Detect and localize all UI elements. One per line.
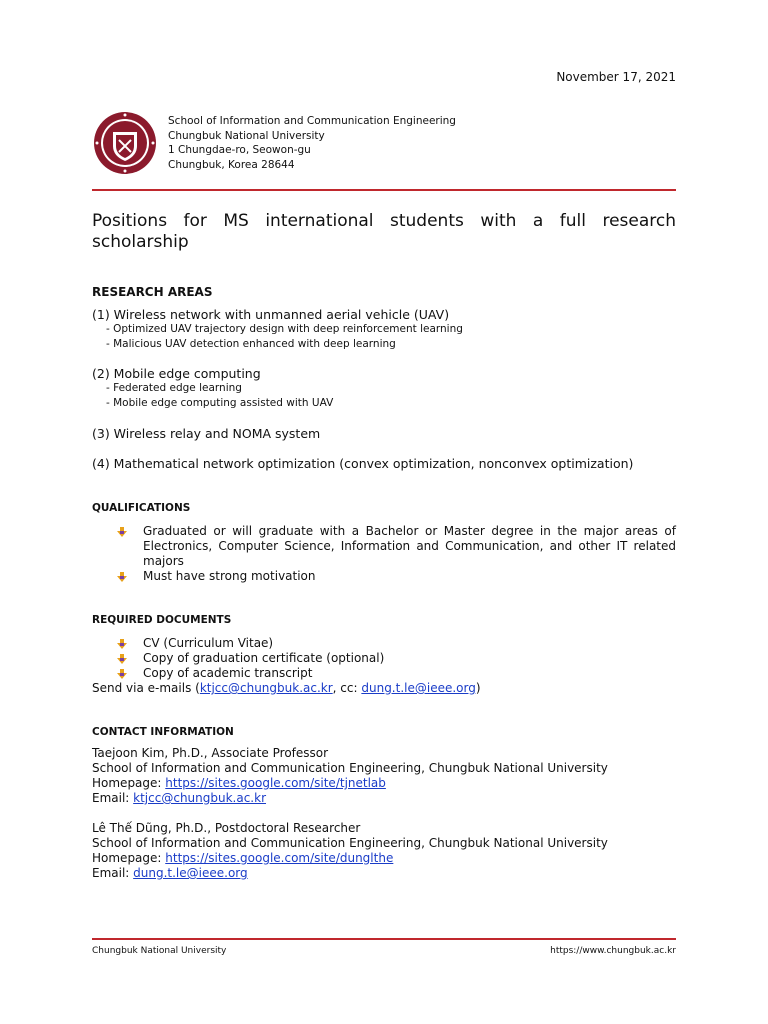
send-instructions: [92, 681, 481, 696]
homepage-link[interactable]: https://sites.google.com/site/tjnetlab: [165, 776, 386, 790]
sender-address: [168, 114, 456, 172]
research-area-item: (1) Wireless network with unmanned aerial vehicle (UAV): [92, 307, 450, 322]
contact-email: [92, 791, 608, 806]
list-item: [92, 636, 676, 651]
arrow-bullet-icon: [116, 668, 128, 680]
research-subitem: - Federated edge learning: [106, 382, 242, 394]
document-item-text: Copy of graduation certificate (optional): [143, 651, 385, 665]
arrow-bullet-icon: [116, 526, 128, 538]
send-prefix: Send via e-mails (: [92, 681, 200, 695]
address-line: 1 Chungdae-ro, Seowon-gu: [168, 144, 311, 156]
document-item-text: CV (Curriculum Vitae): [143, 636, 274, 650]
email-link-dung[interactable]: dung.t.le@ieee.org: [361, 681, 476, 695]
qualification-text: Must have strong motivation: [143, 569, 316, 583]
list-item: [92, 524, 676, 569]
address-line: Chungbuk National University: [168, 129, 325, 142]
research-areas-heading: RESEARCH AREAS: [92, 285, 213, 299]
qualifications-list: [92, 524, 676, 584]
address-line: Chungbuk, Korea 28644: [168, 158, 295, 171]
send-suffix: ): [475, 681, 481, 695]
email-link[interactable]: ktjcc@chungbuk.ac.kr: [133, 791, 267, 805]
contact-affiliation: School of Information and Communication Engineering, Chungbuk National University: [92, 836, 608, 850]
list-item: [92, 651, 676, 666]
footer-divider: [92, 938, 676, 940]
contact-name: Lê Thế Dũng, Ph.D., Postdoctoral Researcher: [92, 821, 361, 835]
footer-university: Chungbuk National University: [92, 946, 227, 956]
research-area-item: (4) Mathematical network optimization (convex optimization, nonconvex optimization): [92, 456, 634, 471]
contact-homepage: [92, 851, 608, 866]
contact-email: [92, 866, 608, 881]
address-line: School of Information and Communication Engineering: [168, 115, 456, 127]
research-subitem: - Mobile edge computing assisted with UAV: [106, 397, 334, 409]
send-mid: , cc:: [332, 681, 362, 695]
email-link[interactable]: dung.t.le@ieee.org: [133, 866, 248, 880]
contact-block-kim: [92, 746, 608, 806]
email-label: Email:: [92, 866, 134, 880]
documents-list: [92, 636, 676, 681]
email-label: Email:: [92, 791, 134, 805]
research-subitem: - Optimized UAV trajectory design with deep reinforcement learning: [106, 323, 463, 335]
qualification-text: Graduated or will graduate with a Bachelor or Master degree in the major areas of Electronics, Computer Science, Information and Communication, and other IT related majors: [143, 524, 676, 568]
homepage-link[interactable]: https://sites.google.com/site/dunglthe: [165, 851, 394, 865]
arrow-bullet-icon: [116, 653, 128, 665]
contact-affiliation: School of Information and Communication Engineering, Chungbuk National University: [92, 761, 608, 775]
arrow-bullet-icon: [116, 638, 128, 650]
homepage-label: Homepage:: [92, 776, 166, 790]
arrow-bullet-icon: [116, 571, 128, 583]
document-item-text: Copy of academic transcript: [143, 666, 313, 680]
header-divider: [92, 189, 676, 191]
qualifications-heading: QUALIFICATIONS: [92, 502, 191, 514]
research-area-item: (2) Mobile edge computing: [92, 366, 261, 381]
footer-website: https://www.chungbuk.ac.kr: [550, 946, 676, 956]
required-documents-heading: REQUIRED DOCUMENTS: [92, 614, 232, 626]
title-line-2: scholarship: [92, 232, 189, 252]
research-subitem: - Malicious UAV detection enhanced with deep learning: [106, 338, 396, 350]
research-area-item: (3) Wireless relay and NOMA system: [92, 426, 321, 441]
list-item: [92, 666, 676, 681]
contact-name: Taejoon Kim, Ph.D., Associate Professor: [92, 746, 329, 760]
document-date: November 17, 2021: [556, 70, 676, 84]
contact-homepage: [92, 776, 608, 791]
email-link-ktjcc[interactable]: ktjcc@chungbuk.ac.kr: [199, 681, 333, 695]
contact-block-dung: [92, 821, 608, 881]
title-line-1: Positions for MS international students with a full research: [92, 211, 676, 231]
list-item: [92, 569, 676, 584]
document-title: [92, 211, 676, 253]
contact-information-heading: CONTACT INFORMATION: [92, 726, 234, 738]
university-seal-icon: [92, 110, 158, 176]
homepage-label: Homepage:: [92, 851, 166, 865]
